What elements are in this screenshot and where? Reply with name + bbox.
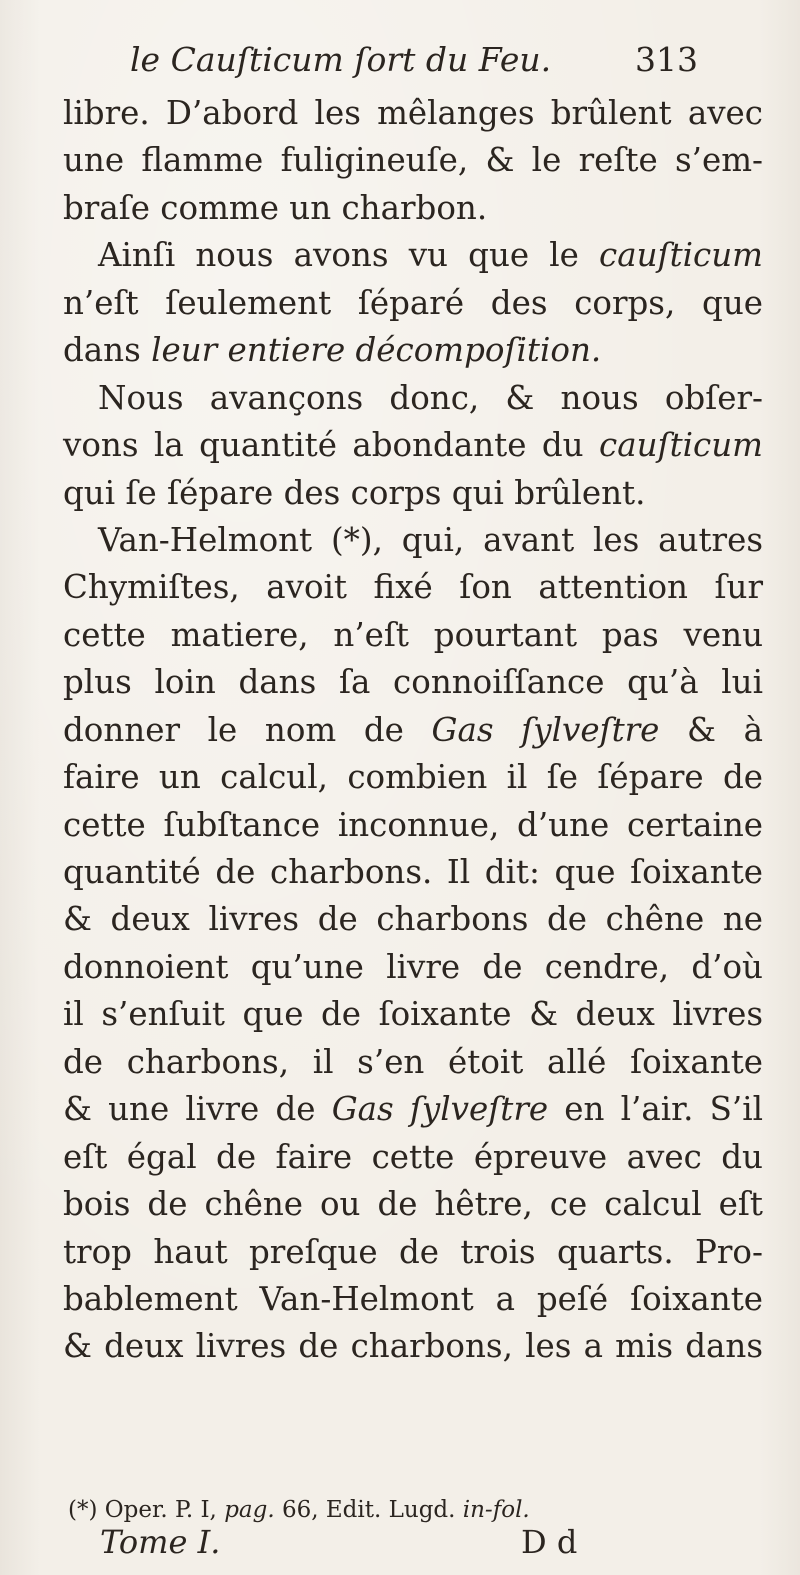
text-segment: bablement Van-Helmont a peſé ſoixante bbox=[63, 1279, 763, 1318]
text-line bbox=[63, 896, 763, 943]
text-segment: plus loin dans ſa connoiſſance qu’à lui bbox=[63, 663, 763, 702]
text-segment: & deux livres de charbons, les a mis dans bbox=[63, 1327, 763, 1366]
footnote-segment: 66, Edit. Lugd. bbox=[274, 1497, 463, 1523]
text-segment: faire un calcul, combien il ſe ſépare de bbox=[63, 758, 763, 797]
text-line bbox=[63, 327, 763, 374]
text-line bbox=[63, 280, 763, 327]
text-line bbox=[63, 564, 763, 611]
text-segment: qui ſe ſépare des corps qui brûlent. bbox=[63, 473, 646, 512]
text-line bbox=[63, 1181, 763, 1228]
italic-text: leur entiere décompoſition. bbox=[151, 331, 602, 370]
text-segment: eſt égal de faire cette épreuve avec du bbox=[63, 1137, 763, 1176]
volume-label: Tome I. bbox=[100, 1523, 221, 1561]
page-header bbox=[130, 40, 698, 84]
text-segment: une flamme fuligineuſe, & le reſte s’em- bbox=[63, 141, 763, 180]
signature-line bbox=[100, 1523, 680, 1563]
text-segment: vons la quantité abondante du bbox=[63, 426, 600, 465]
text-segment: il s’enſuit que de ſoixante & deux livres bbox=[63, 995, 763, 1034]
text-line bbox=[63, 470, 763, 517]
text-segment: libre. D’abord les mêlanges brûlent avec bbox=[63, 94, 763, 132]
text-line bbox=[63, 1276, 763, 1323]
text-segment: donnoient qu’une livre de cendre, d’où bbox=[63, 947, 763, 986]
text-line bbox=[63, 90, 763, 137]
text-segment: trop haut preſque de trois quarts. Pro- bbox=[63, 1232, 763, 1271]
italic-text: Gas ſylveſtre bbox=[431, 710, 660, 749]
text-line bbox=[63, 1134, 763, 1181]
text-line bbox=[63, 375, 763, 422]
italic-text: Gas ſylveſtre bbox=[331, 1090, 549, 1129]
footnote bbox=[68, 1497, 530, 1523]
text-segment: Ainſi nous avons vu que le bbox=[98, 236, 600, 275]
text-line bbox=[63, 1323, 763, 1370]
text-line bbox=[63, 849, 763, 896]
footnote-segment: in-fol. bbox=[462, 1497, 530, 1523]
text-line bbox=[63, 1086, 763, 1133]
text-segment: en l’air. S’il bbox=[548, 1090, 763, 1129]
text-line bbox=[63, 1039, 763, 1086]
text-segment: de charbons, il s’en étoit allé ſoixante bbox=[63, 1042, 763, 1081]
text-segment: Van-Helmont (*), qui, avant les autres bbox=[98, 520, 763, 559]
text-segment: n’eſt ſeulement ſéparé des corps, que bbox=[63, 283, 763, 322]
body-text bbox=[63, 90, 763, 1371]
running-title: le Cauſticum ſort du Feu. bbox=[130, 40, 552, 79]
text-segment: cette ſubſtance inconnue, d’une certaine bbox=[63, 805, 763, 844]
text-line bbox=[63, 232, 763, 279]
text-segment: donner le nom de bbox=[63, 710, 432, 749]
text-segment: dans bbox=[63, 331, 152, 370]
text-line bbox=[63, 707, 763, 754]
printer-signature: D d bbox=[521, 1523, 578, 1561]
text-segment: cette matiere, n’eſt pourtant pas venu bbox=[63, 615, 763, 654]
text-segment: Nous avançons donc, & nous obſer- bbox=[98, 378, 763, 417]
footnote-segment: pag. bbox=[224, 1497, 275, 1523]
text-line bbox=[63, 991, 763, 1038]
text-segment: & deux livres de charbons de chêne ne bbox=[63, 900, 763, 939]
italic-text: cauſticum bbox=[599, 426, 763, 465]
text-line bbox=[63, 137, 763, 184]
text-segment: Chymiſtes, avoit fixé ſon attention ſur bbox=[63, 568, 763, 607]
text-line bbox=[63, 754, 763, 801]
text-line bbox=[63, 1229, 763, 1276]
text-segment: quantité de charbons. Il dit: que ſoixante bbox=[63, 853, 763, 891]
text-line bbox=[63, 802, 763, 849]
text-segment: & à bbox=[659, 710, 763, 749]
text-line bbox=[63, 612, 763, 659]
italic-text: cauſticum bbox=[599, 236, 763, 275]
text-segment: braſe comme un charbon. bbox=[63, 188, 488, 227]
text-line bbox=[63, 659, 763, 706]
text-line bbox=[63, 422, 763, 469]
text-segment: bois de chêne ou de hêtre, ce calcul eſt bbox=[63, 1185, 763, 1224]
text-line bbox=[63, 185, 763, 232]
page-number: 313 bbox=[635, 40, 698, 79]
text-segment: & une livre de bbox=[63, 1090, 332, 1129]
footnote-segment: (*) Oper. P. I, bbox=[68, 1497, 225, 1523]
text-line bbox=[63, 517, 763, 564]
text-line bbox=[63, 944, 763, 991]
